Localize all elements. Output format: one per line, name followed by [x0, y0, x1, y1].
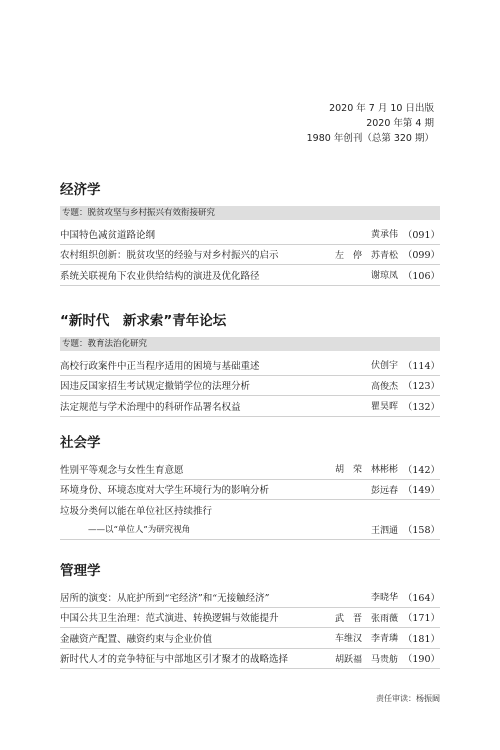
entry-authors: 李晓华	[370, 593, 398, 604]
entry-title: 居所的演变：从庇护所到“宅经济”和“无接触经济”	[60, 592, 270, 604]
entry-page: （164）	[402, 592, 440, 604]
entry-page: （099）	[402, 250, 440, 262]
section-management	[60, 561, 440, 669]
section-youth-forum	[60, 311, 440, 417]
entry-title: 环境身份、环境态度对大学生环境行为的影响分析	[60, 485, 270, 497]
entry-title: 金融资产配置、融资约束与企业价值	[60, 633, 213, 645]
section-title: 社会学	[60, 435, 101, 451]
entry-authors: 高俊杰	[370, 381, 398, 392]
responsible-reviewer: 责任审读：杨振阔	[376, 694, 440, 703]
toc-entry[interactable]	[60, 500, 440, 520]
toc-entry[interactable]	[60, 649, 440, 670]
entry-title: 因违反国家招生考试规定撤销学位的法理分析	[60, 381, 251, 393]
toc-entry[interactable]	[60, 245, 440, 266]
entry-subtitle: ——以“单位人”为研究视角	[88, 525, 191, 536]
entry-authors: 车维汉 李青璘	[334, 634, 398, 645]
entry-authors: 左 停 苏青松	[334, 250, 398, 261]
topic-bar: 专题：脱贫攻坚与乡村振兴有效衔接研究	[60, 206, 440, 220]
toc-entry[interactable]	[60, 628, 440, 649]
entry-authors: 胡 荣 林彬彬	[334, 465, 398, 476]
entry-authors: 王泗通	[370, 525, 398, 536]
entry-page: （190）	[402, 654, 440, 666]
toc-entry[interactable]	[60, 480, 440, 501]
section-title: 管理学	[60, 563, 101, 579]
toc-entry[interactable]	[60, 265, 440, 286]
entry-authors: 胡跃福 马贵舫	[334, 654, 398, 665]
toc-entry[interactable]	[60, 608, 440, 629]
founded-info: 1980 年创刊（总第 320 期）	[306, 133, 434, 144]
entry-title: 系统关联视角下农业供给结构的演进及优化路径	[60, 270, 260, 282]
entry-title: 法定规范与学术治理中的科研作品署名权益	[60, 401, 241, 413]
entry-page: （142）	[402, 464, 440, 476]
entry-page: （181）	[402, 633, 440, 645]
publication-info	[307, 101, 434, 146]
toc-entry[interactable]	[60, 355, 440, 376]
entry-authors: 谢琼凤	[370, 271, 398, 282]
entry-page: （106）	[402, 270, 440, 282]
entry-title: 农村组织创新：脱贫攻坚的经验与对乡村振兴的启示	[60, 250, 279, 262]
entry-page: （171）	[402, 613, 440, 625]
publication-date: 2020 年 7 月 10 日出版	[329, 103, 434, 114]
entry-authors: 瞿昊晖	[370, 402, 398, 413]
topic-bar: 专题：教育法治化研究	[60, 337, 440, 351]
entry-title: 中国公共卫生治理：范式演进、转换逻辑与效能提升	[60, 613, 279, 625]
entry-title: 中国特色减贫道路论纲	[60, 229, 156, 241]
entry-page: （132）	[402, 401, 440, 413]
entry-authors: 武 晋 张雨薇	[334, 613, 398, 624]
entry-page: （114）	[402, 360, 440, 372]
toc-entry[interactable]	[60, 376, 440, 397]
toc-entry[interactable]	[60, 224, 440, 245]
entry-authors: 伏创宇	[370, 361, 398, 372]
entry-page: （149）	[402, 485, 440, 497]
entry-title: 垃圾分类何以能在单位社区持续推行	[60, 505, 213, 517]
section-title: 经济学	[60, 182, 101, 198]
entry-title: 性别平等观念与女性生育意愿	[60, 464, 184, 476]
entry-page: （091）	[402, 229, 440, 241]
entry-title: 高校行政案件中正当程序适用的困境与基础重述	[60, 360, 260, 372]
toc-entry-subtitle[interactable]	[60, 520, 440, 541]
toc-entry[interactable]	[60, 459, 440, 480]
toc-entry[interactable]	[60, 587, 440, 608]
entry-page: （158）	[402, 525, 440, 537]
entry-page: （123）	[402, 381, 440, 393]
entry-authors: 黄承伟	[370, 230, 398, 241]
toc-entry[interactable]	[60, 396, 440, 417]
issue-number: 2020 年第 4 期	[366, 118, 434, 129]
section-sociology	[60, 433, 440, 540]
section-economics	[60, 180, 440, 286]
entry-title: 新时代人才的竞争特征与中部地区引才聚才的战略选择	[60, 654, 289, 666]
entry-authors: 彭远春	[370, 485, 398, 496]
section-title: “新时代 新求索”青年论坛	[60, 313, 227, 329]
